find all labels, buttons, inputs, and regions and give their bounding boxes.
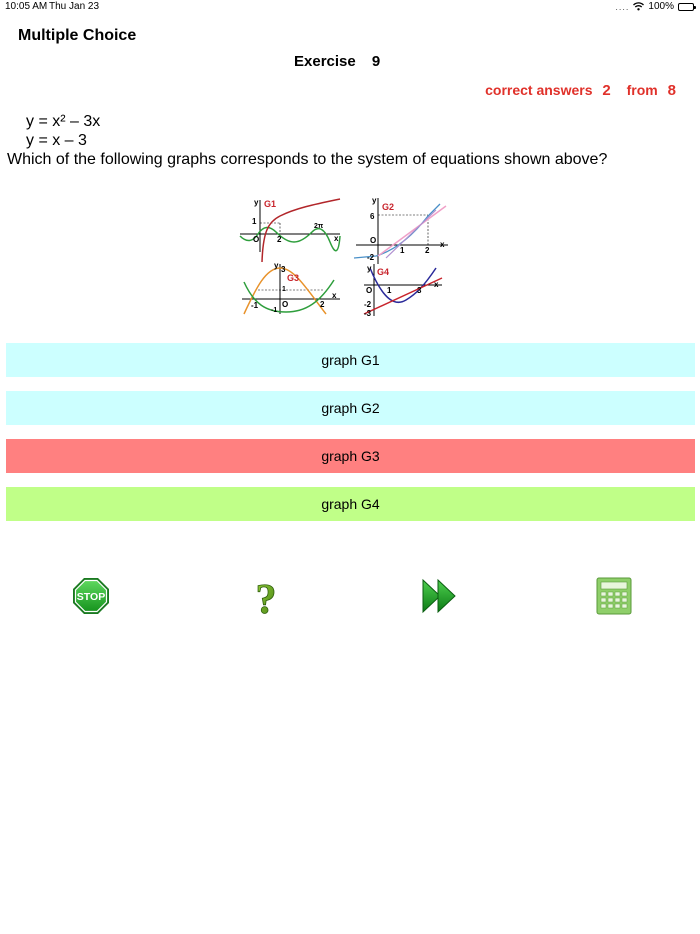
g3-name: G3: [287, 273, 300, 283]
graph-g3: [242, 261, 340, 314]
g3-y-label: y: [274, 261, 279, 270]
g2-tick-minus2: -2: [367, 253, 375, 262]
help-button[interactable]: [246, 576, 286, 616]
exercise-number: 9: [371, 53, 381, 70]
g2-tick-6: 6: [370, 212, 375, 221]
g3-tick-minus1: -1: [251, 301, 259, 310]
g4-tick-1: 1: [387, 286, 392, 295]
status-indicators: [615, 1, 694, 12]
g4-x-label: x: [434, 280, 439, 289]
graph-g2: [354, 196, 448, 264]
g2-y-label: y: [372, 196, 377, 205]
help-icon: [246, 576, 286, 616]
g4-origin: O: [366, 286, 373, 295]
g2-origin: O: [370, 236, 377, 245]
g3-tick-1: 1: [282, 286, 286, 293]
next-button[interactable]: [419, 576, 459, 616]
graph-g1: [240, 198, 340, 262]
g3-tick-2: 2: [320, 300, 325, 309]
g4-tick-3: 3: [417, 286, 422, 295]
stop-icon: [71, 576, 111, 616]
battery-icon: [678, 3, 694, 11]
correct-answers-label: correct answers: [485, 82, 593, 98]
answer-graph-g4[interactable]: graph G4: [6, 487, 695, 521]
g1-tick-1: 1: [252, 217, 257, 226]
stop-text: STOP: [76, 591, 106, 603]
question-text: Which of the following graphs corresponds to the system of equations shown above?: [7, 151, 608, 168]
g3-tick-3: 3: [281, 265, 286, 274]
g2-name: G2: [382, 202, 395, 212]
calculator-button[interactable]: [594, 576, 634, 616]
status-time: 10:05 AM: [5, 1, 48, 12]
from-label: from: [626, 82, 658, 98]
g1-tick-2pi: 2π: [314, 223, 324, 230]
g1-y-label: y: [254, 198, 259, 207]
wifi-icon: [633, 2, 644, 11]
g4-y-label: y: [367, 264, 372, 273]
app-title: Multiple Choice: [18, 27, 137, 44]
g2-tick-1: 1: [400, 246, 405, 255]
stop-button[interactable]: [71, 576, 111, 616]
answer-graph-g1[interactable]: graph G1: [6, 343, 695, 377]
g3-tick-minus1-y: -1: [271, 307, 278, 314]
g4-tick-minus3: -3: [364, 309, 372, 318]
graph-g4: [364, 264, 442, 318]
total-count: 8: [667, 82, 676, 99]
status-date: Thu Jan 23: [49, 1, 100, 12]
correct-count: 2: [602, 82, 611, 99]
exercise-label: Exercise: [294, 53, 356, 70]
g1-tick-2: 2: [277, 235, 282, 244]
g1-origin: O: [253, 235, 260, 244]
answer-graph-g2[interactable]: graph G2: [6, 391, 695, 425]
fast-forward-icon: [419, 576, 459, 616]
battery-percent: 100%: [648, 1, 674, 12]
equation-2: y = x – 3: [26, 132, 87, 149]
g2-tick-2: 2: [425, 246, 430, 255]
answer-graph-g3[interactable]: graph G3: [6, 439, 695, 473]
g1-name: G1: [264, 199, 277, 209]
g4-name: G4: [377, 267, 390, 277]
status-bar: [0, 0, 700, 16]
exercise-header: [294, 53, 380, 70]
equation-1: y = x² – 3x: [26, 113, 101, 130]
calculator-icon: [594, 576, 634, 616]
signal-dots: ....: [615, 1, 630, 12]
help-glyph: ?: [255, 577, 277, 616]
graphs-figure: [236, 192, 456, 320]
score-display: [485, 82, 676, 99]
g3-origin: O: [282, 300, 289, 309]
g2-x-label: x: [440, 240, 445, 249]
g3-x-label: x: [332, 291, 337, 300]
g1-x-label: x: [334, 234, 339, 243]
g4-tick-minus2: -2: [364, 300, 372, 309]
